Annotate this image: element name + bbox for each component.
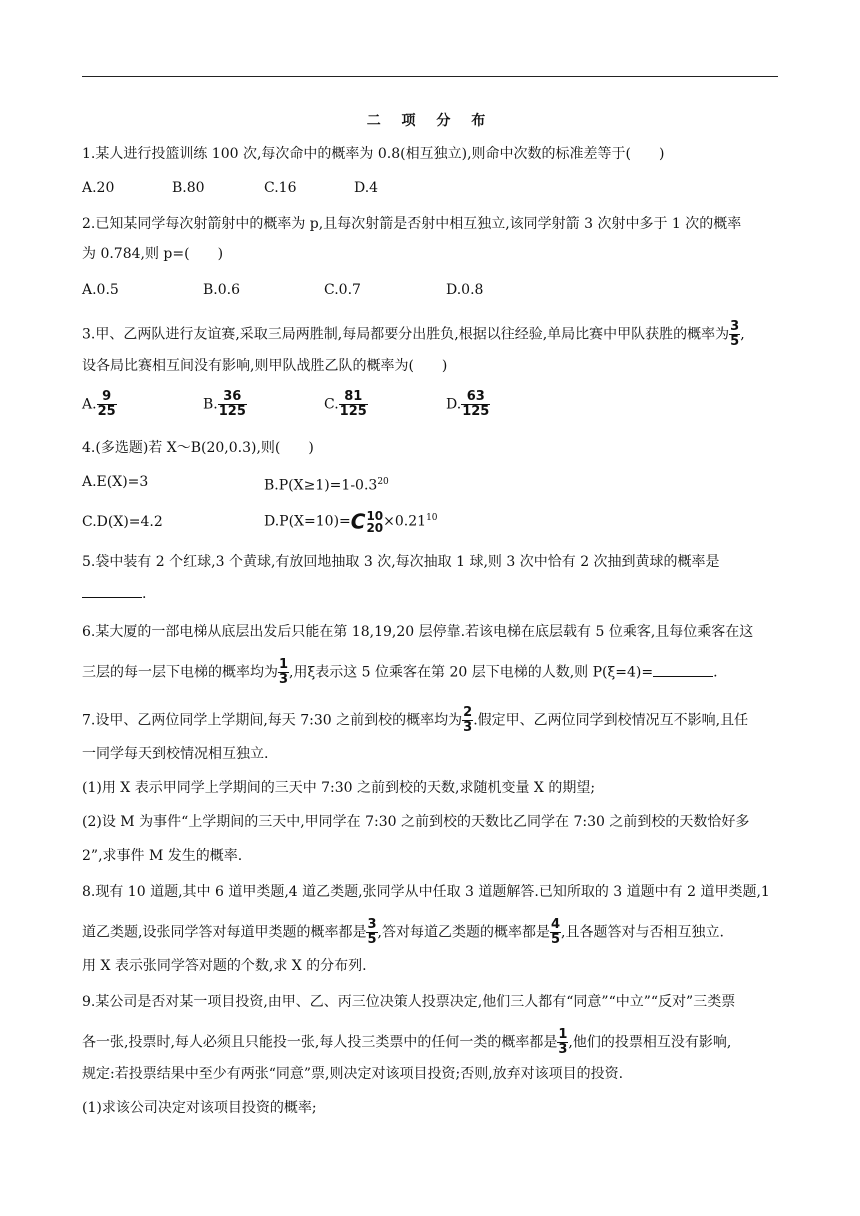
q7-stem-line2: 一同学每天到校情况相互独立. (82, 746, 269, 762)
q2-option-d: D.0.8 (446, 282, 484, 298)
answer-blank[interactable] (653, 664, 713, 677)
q4-stem: 4.(多选题)若 X～B(20,0.3),则( ) (82, 440, 314, 456)
q4-option-d-c: C (350, 509, 366, 534)
q3-option-d-den: 125 (462, 404, 490, 419)
answer-blank[interactable] (82, 585, 142, 598)
q7-stem-line1 (82, 706, 748, 735)
q8-frac1-num: 3 (367, 917, 377, 932)
q3-option-d-frac (461, 390, 490, 419)
q4-option-d (264, 508, 438, 534)
q3-option-b-den: 125 (218, 404, 246, 419)
q3-option-d-label: D. (446, 396, 462, 413)
q3-option-a (82, 390, 117, 419)
q3-option-c-num: 81 (344, 389, 363, 404)
q2-option-c: C.0.7 (324, 282, 361, 298)
q9-stem-line1: 9.某公司是否对某一项目投资,由甲、乙、丙三位决策人投票决定,他们三人都有“同意”“中立”“反对”三类票 (82, 994, 736, 1010)
q9-fraction (557, 1028, 568, 1057)
q9-frac-den: 3 (558, 1042, 568, 1057)
q9-part1: (1)求该公司决定对该项目投资的概率; (82, 1100, 317, 1116)
page-title: 二 项 分 布 (366, 113, 494, 129)
q7-part2-line2: 2”,求事件 M 发生的概率. (82, 848, 243, 864)
q4-option-c: C.D(X)=4.2 (82, 514, 163, 530)
q6-text-b: ,用ξ表示这 5 位乘客在第 20 层下电梯的人数,则 P(ξ=4)= (289, 664, 654, 681)
header-rule (82, 76, 778, 77)
q7-text-a: 7.设甲、乙两位同学上学期间,每天 7:30 之前到校的概率均为 (82, 712, 463, 729)
q3-option-a-frac (97, 390, 117, 419)
q3-frac-den: 5 (730, 334, 740, 349)
q3-option-d-num: 63 (466, 389, 485, 404)
q9-text-a: 各一张,投票时,每人必须且只能投一张,每人投三类票中的任何一类的概率都是 (82, 1034, 558, 1051)
q1-stem: 1.某人进行投篮训练 100 次,每次命中的概率为 0.8(相互独立),则命中次数的标准差等于( ) (82, 146, 665, 162)
q5-stem-line1: 5.袋中装有 2 个红球,3 个黄球,有放回地抽取 3 次,每次抽取 1 球,则 3 次中恰有 2 次抽到黄球的概率是 (82, 554, 720, 570)
q1-option-b: B.80 (172, 180, 205, 196)
q8-stem-line3: 用 X 表示张同学答对题的个数,求 X 的分布列. (82, 958, 367, 974)
q1-option-a: A.20 (82, 180, 115, 196)
q6-fraction (278, 658, 289, 687)
q3-option-b (203, 390, 247, 419)
q3-option-d (446, 390, 490, 419)
q4-option-d-suffix: ×0.21 (383, 513, 427, 530)
q4-option-b (264, 472, 389, 496)
q3-option-a-num: 9 (102, 389, 112, 404)
q3-option-c-frac (339, 390, 368, 419)
q9-stem-line2 (82, 1028, 731, 1057)
q3-stem-line1 (82, 320, 745, 349)
q8-frac2-den: 5 (550, 932, 560, 947)
q6-text-c: . (713, 664, 718, 681)
q1-option-c: C.16 (264, 180, 297, 196)
q7-frac-den: 3 (463, 720, 473, 735)
q4-option-d-exp: 10 (426, 513, 438, 523)
q2-option-b: B.0.6 (203, 282, 241, 298)
q8-stem-line2 (82, 918, 724, 947)
q3-option-b-num: 36 (223, 389, 242, 404)
q9-text-b: ,他们的投票相互没有影响, (568, 1034, 732, 1051)
q7-part1: (1)用 X 表示甲同学上学期间的三天中 7:30 之前到校的天数,求随机变量 X 的期望; (82, 780, 596, 796)
q5-stem-line2 (82, 584, 146, 604)
q2-stem-line1: 2.已知某同学每次射箭射中的概率为 p,且每次射箭是否射中相互独立,该同学射箭 3 次射中多于 1 次的概率 (82, 216, 742, 232)
q3-option-b-frac (218, 390, 247, 419)
q3-option-a-den: 25 (97, 404, 116, 419)
q3-text-b: , (740, 326, 745, 343)
q6-frac-num: 1 (279, 657, 289, 672)
q7-text-b: .假定甲、乙两位同学到校情况互不影响,且任 (473, 712, 749, 729)
q3-option-c-den: 125 (339, 404, 367, 419)
q4-option-a: A.E(X)=3 (82, 474, 149, 490)
q3-option-a-label: A. (82, 396, 97, 413)
q3-option-c-label: C. (324, 396, 339, 413)
q2-option-a: A.0.5 (82, 282, 119, 298)
q9-frac-num: 1 (558, 1027, 568, 1042)
q8-text-b: ,答对每道乙类题的概率都是 (377, 924, 550, 941)
q6-stem-line2 (82, 658, 718, 687)
q4-option-d-stack (366, 510, 383, 534)
q4-option-b-text: B.P(X≥1)=1-0.3 (264, 477, 378, 494)
q4-option-b-exp: 20 (377, 477, 389, 487)
q7-part2-line1: (2)设 M 为事件“上学期间的三天中,甲同学在 7:30 之前到校的天数比乙同学在 7:30 之前到校的天数恰好多 (82, 814, 750, 830)
q8-fraction-1 (366, 918, 377, 947)
q8-frac2-num: 4 (550, 917, 560, 932)
q7-frac-num: 2 (463, 705, 473, 720)
q6-stem-line1: 6.某大厦的一部电梯从底层出发后只能在第 18,19,20 层停靠.若该电梯在底层载有 5 位乘客,且每位乘客在这 (82, 624, 754, 640)
q8-text-c: ,且各题答对与否相互独立. (561, 924, 724, 941)
q4-option-d-c-sub: 20 (366, 520, 384, 535)
q3-stem-line2: 设各局比赛相互间没有影响,则甲队战胜乙队的概率为( ) (82, 358, 448, 374)
q2-stem-line2: 为 0.784,则 p=( ) (82, 246, 224, 262)
q6-frac-den: 3 (279, 672, 289, 687)
q8-stem-line1: 8.现有 10 道题,其中 6 道甲类题,4 道乙类题,张同学从中任取 3 道题解答.已知所取的 3 道题中有 2 道甲类题,1 (82, 884, 770, 900)
q8-text-a: 道乙类题,设张同学答对每道甲类题的概率都是 (82, 924, 367, 941)
q1-option-d: D.4 (354, 180, 379, 196)
q3-frac-num: 3 (730, 319, 740, 334)
q3-option-c (324, 390, 368, 419)
q8-fraction-2 (550, 918, 561, 947)
q3-option-b-label: B. (203, 396, 218, 413)
q3-text-a: 3.甲、乙两队进行友谊赛,采取三局两胜制,每局都要分出胜负,根据以往经验,单局比赛中甲队获胜的概率为 (82, 326, 730, 343)
q3-fraction (729, 320, 740, 349)
q7-fraction (462, 706, 473, 735)
q8-frac1-den: 5 (367, 932, 377, 947)
q6-text-a: 三层的每一层下电梯的概率均为 (82, 664, 278, 681)
q9-stem-line3: 规定:若投票结果中至少有两张“同意”票,则决定对该项目投资;否则,放弃对该项目的投资. (82, 1066, 624, 1082)
q4-option-d-c-sup: 10 (366, 508, 384, 523)
q4-option-d-prefix: D.P(X=10)= (264, 513, 351, 530)
q5-period: . (142, 586, 147, 602)
